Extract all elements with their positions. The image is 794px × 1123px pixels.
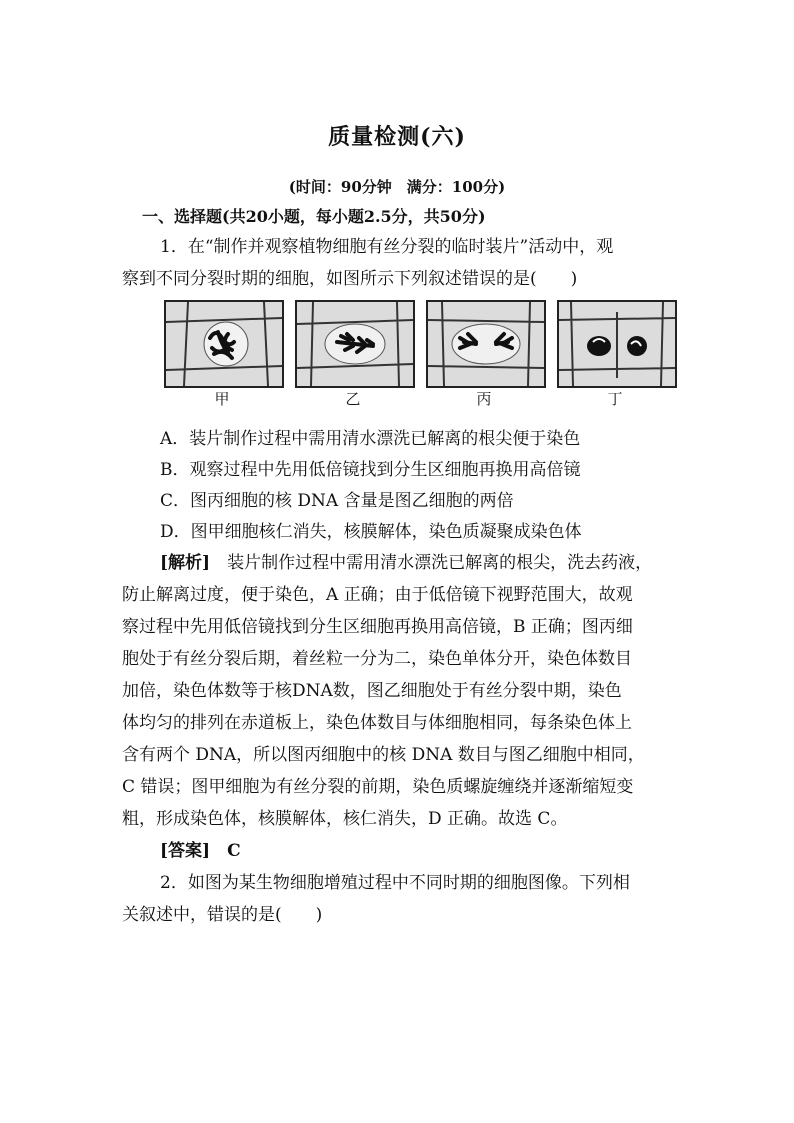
q1-analysis-line-8: C 错误；图甲细胞为有丝分裂的前期，染色质螺旋缠绕并逐渐缩短变 — [122, 777, 634, 797]
q1-analysis-line-3: 察过程中先用低倍镜找到分生区细胞再换用高倍镜，B 正确；图丙细 — [122, 617, 633, 637]
q1-option-a: A．装片制作过程中需用清水漂洗已解离的根尖便于染色 — [160, 429, 581, 449]
figure-label-bing: 丙 — [476, 390, 492, 408]
figure-label-ding: 丁 — [607, 390, 623, 408]
analysis-tag: [解析] — [160, 553, 211, 573]
q1-analysis-line-9: 粗，形成染色体，核膜解体，核仁消失，D 正确。故选 C。 — [122, 809, 568, 829]
q1-option-b: B．观察过程中先用低倍镜找到分生区细胞再换用高倍镜 — [160, 460, 581, 480]
q2-stem-line-1: 2．如图为某生物细胞增殖过程中不同时期的细胞图像。下列相 — [160, 873, 630, 893]
q1-answer — [160, 836, 680, 866]
q1-stem-line-2: 察到不同分裂时期的细胞，如图所示下列叙述错误的是( ) — [122, 269, 578, 289]
figure-label-jia: 甲 — [214, 390, 230, 408]
q1-analysis-line-4: 胞处于有丝分裂后期，着丝粒一分为二，染色单体分开，染色体数目 — [122, 649, 632, 669]
answer-value: C — [210, 841, 241, 861]
q1-figure — [164, 300, 674, 410]
analysis-text: 装片制作过程中需用清水漂洗已解离的根尖，洗去药液， — [210, 553, 653, 573]
q1-stem-line-1: 1．在“制作并观察植物细胞有丝分裂的临时装片”活动中，观 — [160, 237, 614, 257]
micrograph-yi — [295, 300, 415, 388]
micrograph-jia — [164, 300, 284, 388]
answer-tag: [答案] — [160, 841, 211, 861]
q1-analysis-line-7: 含有两个 DNA，所以图丙细胞中的核 DNA 数目与图乙细胞中相同， — [122, 745, 645, 765]
micrograph-bing — [426, 300, 546, 388]
q1-option-c: C．图丙细胞的核 DNA 含量是图乙细胞的两倍 — [160, 491, 514, 511]
figure-label-yi: 乙 — [345, 390, 361, 408]
q1-analysis-line-6: 体均匀的排列在赤道板上，染色体数目与体细胞相同，每条染色体上 — [122, 713, 632, 733]
q1-analysis-line-1 — [160, 548, 680, 578]
q1-option-d: D．图甲细胞核仁消失，核膜解体，染色质凝聚成染色体 — [160, 522, 582, 542]
q1-analysis-line-2: 防止解离过度，便于染色，A 正确；由于低倍镜下视野范围大，故观 — [122, 585, 633, 605]
micrograph-ding — [557, 300, 677, 388]
q1-analysis-line-5: 加倍，染色体数等于核DNA数，图乙细胞处于有丝分裂中期，染色 — [122, 681, 622, 701]
section-heading: 一、选择题(共20小题，每小题2.5分，共50分) — [142, 207, 486, 226]
exam-info: (时间：90分钟 满分：100分) — [288, 178, 506, 196]
q2-stem-line-2: 关叙述中，错误的是( ) — [122, 905, 323, 925]
page-title: 质量检测(六) — [328, 124, 466, 150]
